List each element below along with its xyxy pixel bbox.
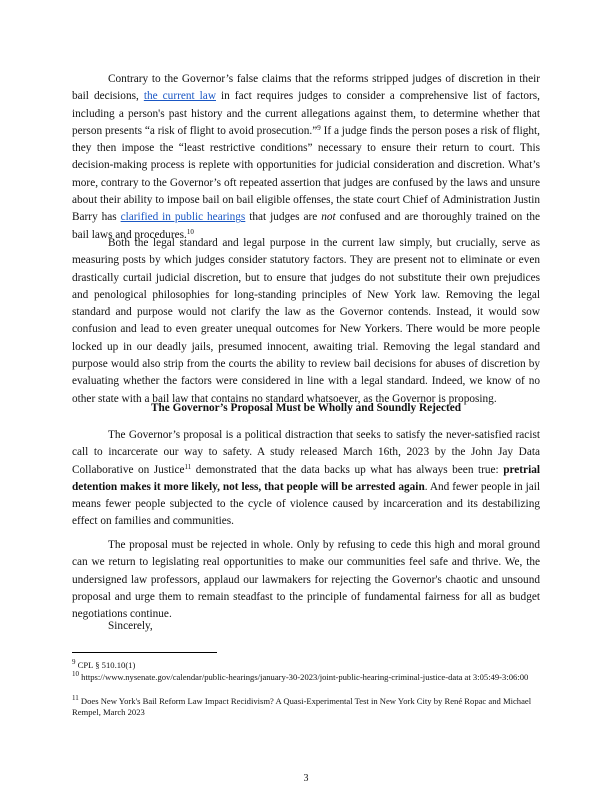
paragraph-1-text-a: Contrary to the Governor’s false claims that the reforms stripped judges of discretion in their bail decisions, bbox=[72, 73, 540, 103]
paragraph-1-text-d: that judges are bbox=[245, 211, 322, 224]
footnote-9-text: CPL § 510.10(1) bbox=[75, 660, 136, 670]
footnote-10-text: https://www.nysenate.gov/calendar/public-hearings/january-30-2023/joint-public-hearing-criminal-justice-data at 3:05:49-3:06:00 bbox=[79, 672, 529, 682]
closing-text: Sincerely, bbox=[108, 620, 153, 632]
paragraph-3-bold: pretrial detention makes it more likely, not less, that people will be arrested again bbox=[72, 463, 540, 493]
paragraph-3-text-b: demonstrated that the data backs up what has always been true: bbox=[191, 463, 504, 476]
footnote-10-number: 10 bbox=[72, 670, 79, 678]
section-heading: The Governor’s Proposal Must be Wholly and Soundly Rejected bbox=[150, 402, 462, 414]
footnote-11 bbox=[72, 696, 542, 718]
paragraph-1-emphasis: not bbox=[321, 211, 336, 224]
closing bbox=[72, 618, 540, 635]
paragraph-1 bbox=[72, 71, 540, 244]
paragraph-1-text-b: in fact requires judges to consider a comprehensive list of factors, including a person's past history and the current allegations against them, to determine whether that person presents “a risk of flight to avoid prosecution.” bbox=[72, 90, 540, 137]
paragraph-4-text: The proposal must be rejected in whole. Only by refusing to cede this high and moral ground can we return to legislating real opportunities to make our communities feel safe and thrive. We, the undersigned law professors, applaud our lawmakers for rejecting the Governor's chaotic and unsound proposal and urge them to remain steadfast to the principle of fundamental fairness for all as budget negotiations continue. bbox=[72, 539, 540, 621]
paragraph-4 bbox=[72, 537, 540, 623]
footnote-ref-11: 11 bbox=[184, 462, 192, 471]
public-hearings-link[interactable]: clarified in public hearings bbox=[120, 211, 246, 224]
footnote-divider bbox=[72, 652, 217, 653]
paragraph-1-text-c: If a judge finds the person poses a risk of flight, they then impose the “least restrictive conditions” necessary to ensure their return to court. This decision-making process is replete with opportunities for judicial consideration and discretion. What’s more, contrary to the Governor’s oft repeated assertion that judges are confused by the laws and unsure about their ability to impose bail on bail eligible offenses, the state court Chief of Administration Justin Barry has bbox=[72, 124, 540, 224]
footnote-9-number: 9 bbox=[72, 658, 76, 666]
footnote-9 bbox=[72, 660, 542, 671]
page-number: 3 bbox=[303, 773, 309, 784]
paragraph-3-text-c: . And fewer people in jail means fewer people subjected to the cycle of violence caused by incarceration and its destabilizing effect on families and communities. bbox=[72, 480, 540, 528]
paragraph-3-text-a: The Governor’s proposal is a political distraction that seeks to satisfy the never-satisfied racist call to incarcerate our way to safety. A study released March 16th, 2023 by the John Jay Data Collaborative on Justice bbox=[72, 429, 540, 476]
paragraph-2-text: Both the legal standard and legal purpose in the current law simply, but crucially, serve as measuring posts by which judges consider statutory factors. They are present not to eliminate or even drastically curtail judicial discretion, but to ensure that judges do not substitute their own prejudices and penological philosophies for long-standing principles of New York law. Removing the legal standard and purpose would not clarify the law as the Governor contends. Instead, it would sow confusion and lead to even greater unequal outcomes for New Yorkers. There would be more people locked up in our deadly jails, presumed innocent, awaiting trial. Removing the legal standard and purpose would also strip from the courts the ability to review bail decisions for abuses of discretion by evaluating whether the factors were considered in line with a legal standard. Indeed, we know of no other state with a bail law that contains no standard whatsoever, as the Governor is proposing. bbox=[72, 237, 540, 405]
current-law-link[interactable]: the current law bbox=[143, 90, 216, 103]
footnote-11-number: 11 bbox=[72, 694, 79, 702]
footnote-ref-9: 9 bbox=[317, 123, 321, 132]
paragraph-2 bbox=[72, 235, 540, 408]
footnote-11-text: Does New York's Bail Reform Law Impact Recidivism? A Quasi-Experimental Test in New York City by René Ropac and Michael Rempel, March 2023 bbox=[72, 696, 532, 717]
footnote-ref-10: 10 bbox=[186, 227, 194, 236]
paragraph-3 bbox=[72, 427, 540, 531]
paragraph-1-text-e: confused and are thoroughly trained on the bail laws and procedures. bbox=[72, 211, 540, 241]
footnote-10 bbox=[72, 672, 542, 683]
